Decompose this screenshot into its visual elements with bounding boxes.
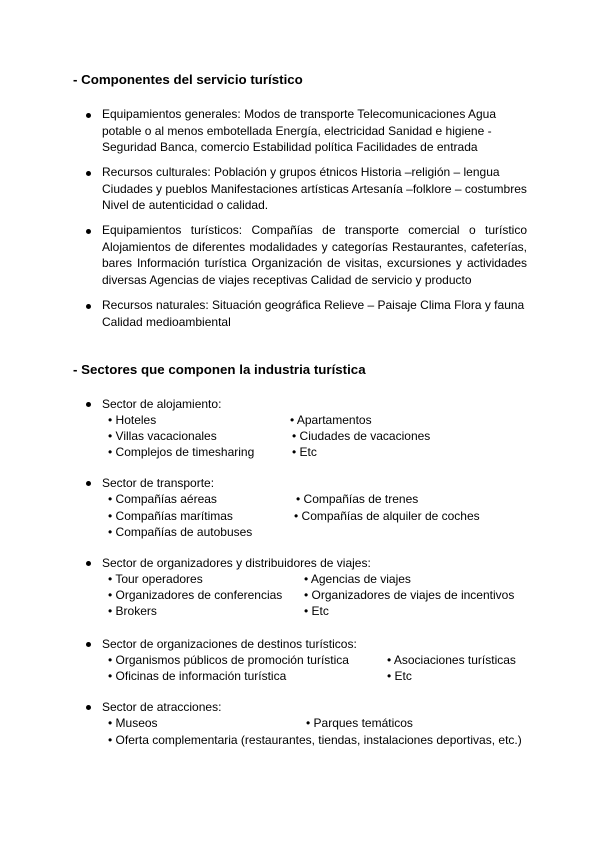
bullet-icon	[86, 642, 91, 647]
sector-item: • Brokers	[108, 604, 157, 618]
bullet-icon	[86, 171, 91, 176]
sector-item: • Villas vacacionales	[108, 429, 217, 443]
bullet-icon	[86, 113, 91, 118]
bullet-icon	[86, 705, 91, 710]
section-heading-componentes: - Componentes del servicio turístico	[73, 72, 303, 87]
sector-item: • Agencias de viajes	[304, 572, 411, 586]
list-item-text: Equipamientos generales: Modos de transporte Telecomunicaciones Agua potable o al menos embotellada Energía, electricidad Sanidad e higiene - Seguridad Banca, comercio Estabilidad política Facilidades de entrada	[102, 107, 497, 154]
sector-item: • Compañías de alquiler de coches	[294, 509, 480, 523]
sector-item: • Hoteles	[108, 413, 157, 427]
sector-item: • Etc	[304, 604, 329, 618]
sector-item: • Compañías marítimas	[108, 509, 233, 523]
sector-title: Sector de organizadores y distribuidores de viajes:	[102, 556, 371, 570]
sector-item: • Compañías aéreas	[108, 492, 217, 506]
sector-title: Sector de alojamiento:	[102, 397, 222, 411]
sector-item: • Ciudades de vacaciones	[292, 429, 431, 443]
sector-item: • Tour operadores	[108, 572, 203, 586]
sector-item: • Oficinas de información turística	[108, 669, 287, 683]
sector-item: • Oferta complementaria (restaurantes, tiendas, instalaciones deportivas, etc.)	[108, 733, 522, 747]
sector-item: • Organizadores de conferencias	[108, 588, 283, 602]
list-item-text: Equipamientos turísticos: Compañías de transporte comercial o turístico Alojamientos de diferentes modalidades y categorías Restaurantes, cafeterías, bares Información turística Organización de visitas, excursiones y actividades diversas Agencias de viajes receptivas Calidad de servicio y producto	[102, 223, 527, 287]
sector-title: Sector de organizaciones de destinos turísticos:	[102, 637, 357, 651]
bullet-icon	[86, 561, 91, 566]
section-heading-sectores: - Sectores que componen la industria turística	[73, 362, 366, 377]
bullet-icon	[86, 402, 91, 407]
sector-title: Sector de atracciones:	[102, 700, 222, 714]
sector-item: • Etc	[387, 669, 412, 683]
sector-item: • Asociaciones turísticas	[387, 653, 516, 667]
sector-item: • Compañías de autobuses	[108, 525, 253, 539]
sector-title: Sector de transporte:	[102, 476, 215, 490]
sector-item: • Museos	[108, 716, 158, 730]
sector-item: • Organismos públicos de promoción turística	[108, 653, 349, 667]
bullet-icon	[86, 229, 91, 234]
sector-item: • Apartamentos	[290, 413, 372, 427]
bullet-icon	[86, 481, 91, 486]
bullet-icon	[86, 304, 91, 309]
sector-item: • Complejos de timesharing	[108, 445, 255, 459]
list-item-text: Recursos culturales: Población y grupos étnicos Historia –religión – lengua Ciudades y pueblos Manifestaciones artísticas Artesanía –folklore – costumbres Nivel de autenticidad o calidad.	[102, 165, 527, 212]
sector-item: • Organizadores de viajes de incentivos	[304, 588, 515, 602]
sector-item: • Compañías de trenes	[296, 492, 419, 506]
list-item-text: Recursos naturales: Situación geográfica Relieve – Paisaje Clima Flora y fauna Calidad medioambiental	[102, 298, 525, 329]
sector-item: • Parques temáticos	[306, 716, 413, 730]
sector-item: • Etc	[292, 445, 317, 459]
